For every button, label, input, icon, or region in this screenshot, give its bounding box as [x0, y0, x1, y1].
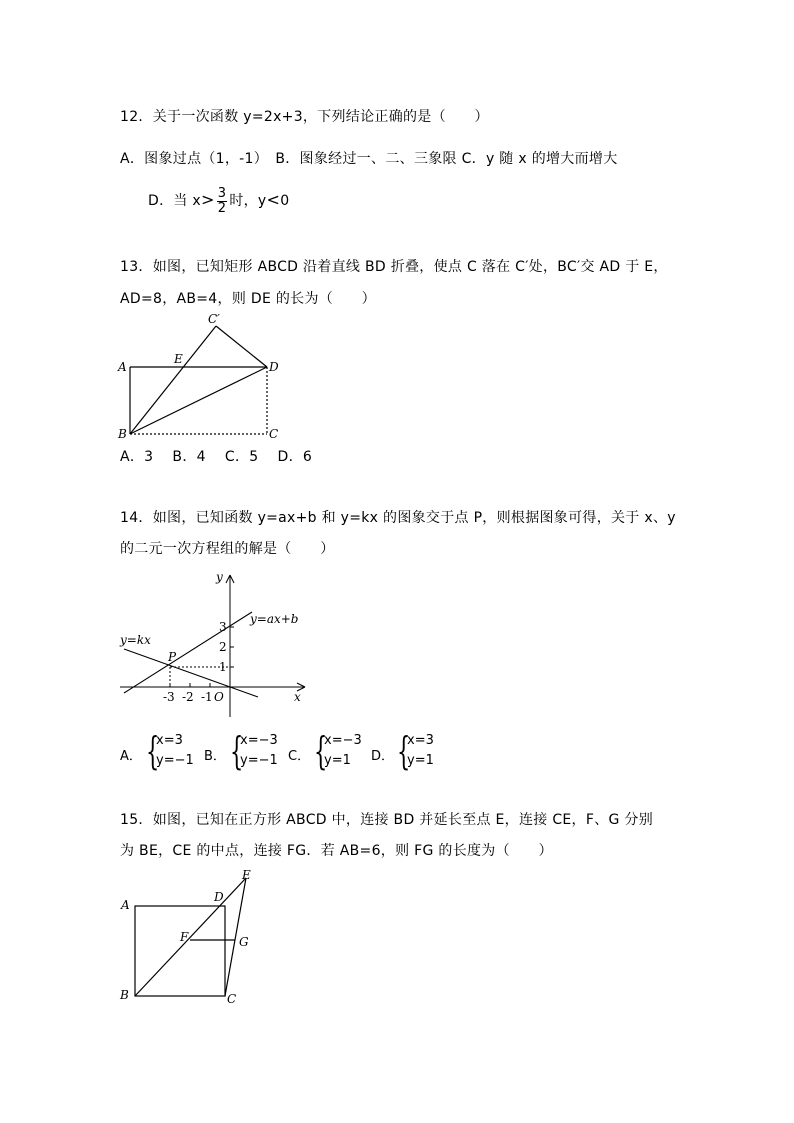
label-A: A — [118, 360, 127, 374]
brace-icon: { — [397, 729, 411, 773]
brace-icon: { — [314, 729, 328, 773]
tick-label-2: 2 — [219, 640, 227, 654]
tick-label-neg2: -2 — [182, 690, 194, 704]
segment-BD — [130, 367, 267, 434]
label-D: D — [214, 890, 224, 904]
label-y-axis: y — [216, 570, 223, 584]
option-label: A． — [120, 749, 142, 764]
brace-icon: { — [230, 729, 244, 773]
q12-options-line: A．图象过点（1，-1） B．图象经过一、二、三象限 C．y 随 x 的增大而增大 — [120, 151, 618, 167]
label-y-kx: y=kx — [120, 633, 151, 647]
q12-option-d — [148, 182, 289, 219]
greater-than-sign: > — [201, 190, 215, 209]
equation-line: y=1 — [407, 753, 434, 768]
tick-label-neg1: -1 — [201, 690, 213, 704]
equation-line: x=3 — [407, 733, 434, 748]
option-label: C． — [288, 749, 311, 764]
fraction — [217, 187, 228, 216]
q15-stem-line1: 15．如图，已知在正方形 ABCD 中，连接 BD 并延长至点 E，连接 CE，F、G 分别 — [120, 812, 654, 828]
label-C: C — [269, 427, 279, 441]
label-G: G — [239, 935, 249, 949]
equation-line: y=−1 — [240, 753, 278, 768]
label-C-prime: C′ — [208, 312, 220, 326]
label-B: B — [120, 988, 129, 1002]
q12-option-d-pre: D．当 x — [148, 193, 202, 209]
line-y-ax-plus-b — [124, 612, 252, 693]
label-E: E — [242, 868, 251, 882]
segment-BE — [135, 878, 246, 996]
equation-line: y=−1 — [156, 753, 194, 768]
fraction-denominator: 2 — [217, 200, 227, 216]
q12-option-d-mid: 时，y — [229, 193, 267, 209]
label-D: D — [269, 360, 279, 374]
tick-label-3: 3 — [219, 620, 227, 634]
label-x-axis: x — [294, 690, 301, 704]
label-origin: O — [214, 690, 224, 704]
option-label: D． — [371, 749, 395, 764]
label-F: F — [180, 930, 189, 944]
q12-stem: 12．关于一次函数 y=2x+3，下列结论正确的是（ ） — [120, 109, 489, 125]
q14-coordinate-figure — [110, 565, 310, 725]
q14-stem-line2: 的二元一次方程组的解是（ ） — [120, 541, 335, 557]
tick-label-1: 1 — [219, 660, 227, 674]
q13-stem-line1: 13．如图，已知矩形 ABCD 沿着直线 BD 折叠，使点 C 落在 C′处，BC′交 AD 于 E， — [120, 259, 668, 275]
less-than-sign: < — [266, 190, 281, 209]
label-A: A — [121, 898, 130, 912]
brace-icon: { — [146, 729, 160, 773]
label-B: B — [118, 427, 127, 441]
label-y-ax-plus-b: y=ax+b — [250, 612, 299, 626]
label-E: E — [174, 352, 183, 366]
q15-stem-line2: 为 BE，CE 的中点，连接 FG．若 AB=6，则 FG 的长度为（ ） — [120, 843, 553, 859]
equation-line: y=1 — [324, 753, 351, 768]
label-P: P — [168, 650, 177, 664]
segment-CprimeD — [216, 326, 267, 367]
equation-line: x=−3 — [240, 733, 278, 748]
fraction-numerator: 3 — [217, 185, 227, 201]
option-label: B． — [204, 749, 226, 764]
segment-BCprime — [130, 326, 216, 434]
q13-figure — [110, 310, 310, 445]
q12-option-d-end: 0 — [280, 193, 290, 209]
label-C: C — [227, 992, 237, 1006]
equation-line: x=3 — [156, 733, 183, 748]
q13-stem-line2: AD=8，AB=4，则 DE 的长为（ ） — [120, 291, 376, 307]
tick-label-neg3: -3 — [163, 690, 175, 704]
q14-stem-line1: 14．如图，已知函数 y=ax+b 和 y=kx 的图象交于点 P，则根据图象可得，关于 x、y — [120, 510, 676, 526]
equation-line: x=−3 — [324, 733, 362, 748]
q13-options: A．3 B．4 C．5 D．6 — [120, 449, 313, 465]
q15-figure — [110, 865, 270, 1010]
